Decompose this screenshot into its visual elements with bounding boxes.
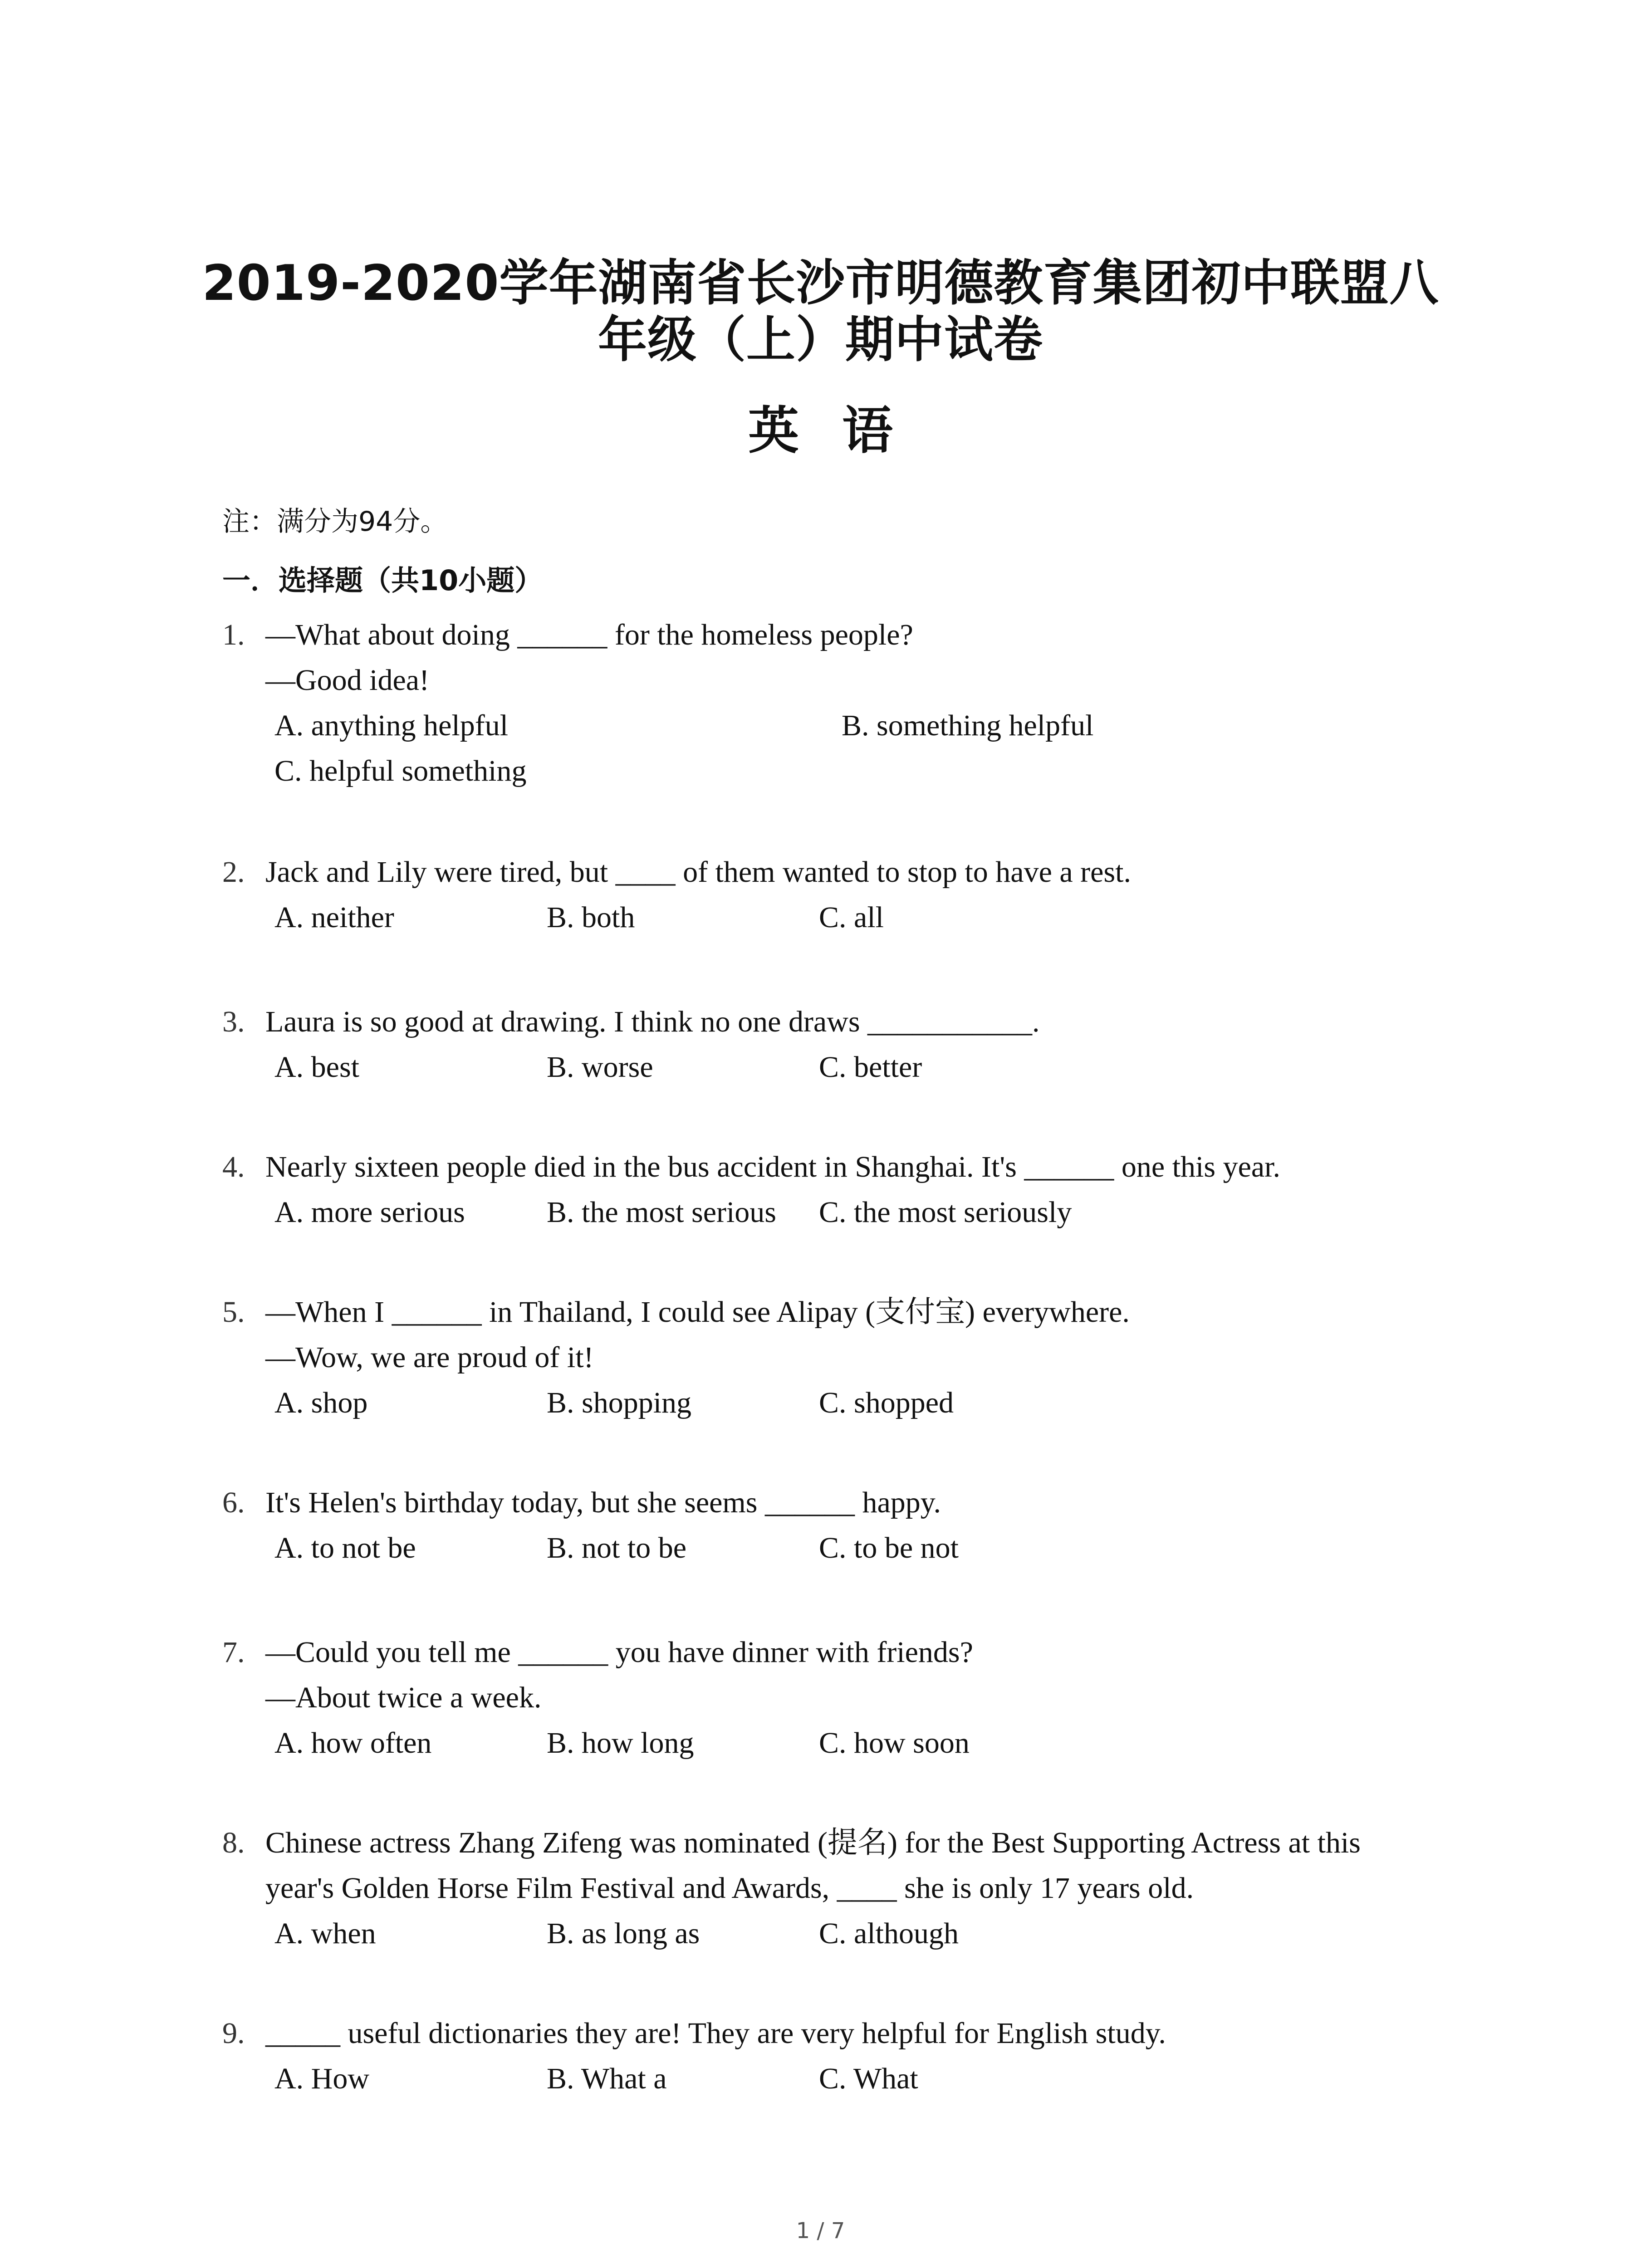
option-a[interactable]: A. more serious [274,1196,465,1229]
question-stem: Jack and Lily were tired, but ____ of them wanted to stop to have a rest. [265,855,1131,889]
question-number: 5. [222,1295,245,1329]
exam-title-line-2: 年级（上）期中试卷 [598,312,1043,368]
option-c[interactable]: C. all [819,901,884,934]
option-b[interactable]: B. as long as [547,1917,700,1950]
question-number: 4. [222,1150,245,1183]
option-a[interactable]: A. neither [274,901,394,934]
page-number: 1 / 7 [796,2218,845,2244]
question-stem: Laura is so good at drawing. I think no one draws ___________. [265,1005,1040,1038]
question-number: 1. [222,618,245,651]
option-c[interactable]: C. helpful something [274,754,527,787]
option-b[interactable]: B. What a [547,2062,667,2095]
question-2 [222,850,1447,940]
option-b[interactable]: B. the most serious [547,1196,776,1229]
question-stem-line-2: —Good idea! [265,664,430,697]
option-b[interactable]: B. shopping [547,1386,692,1419]
question-number: 2. [222,855,245,889]
question-number: 6. [222,1486,245,1519]
question-stem: —When I ______ in Thailand, I could see Alipay (支付宝) everywhere. [265,1295,1130,1329]
option-a[interactable]: A. shop [274,1386,368,1419]
option-a[interactable]: A. How [274,2062,369,2095]
option-c[interactable]: C. What [819,2062,918,2095]
question-stem: Chinese actress Zhang Zifeng was nominated (提名) for the Best Supporting Actress at this [265,1826,1361,1859]
option-a[interactable]: A. how often [274,1726,432,1760]
question-5 [222,1290,1447,1426]
question-9 [222,2011,1447,2102]
question-6 [222,1480,1447,1571]
question-stem: —What about doing ______ for the homeless people? [265,618,913,651]
option-b[interactable]: B. not to be [547,1531,686,1564]
question-stem: Nearly sixteen people died in the bus accident in Shanghai. It's ______ one this year. [265,1150,1281,1183]
question-4 [222,1144,1447,1235]
question-3 [222,999,1447,1090]
option-c[interactable]: C. although [819,1917,959,1950]
question-stem: It's Helen's birthday today, but she seems ______ happy. [265,1486,941,1519]
option-c[interactable]: C. to be not [819,1531,959,1564]
question-stem-line-2: year's Golden Horse Film Festival and Awards, ____ she is only 17 years old. [265,1872,1194,1905]
option-b[interactable]: B. how long [547,1726,694,1760]
option-a[interactable]: A. best [274,1051,359,1084]
option-c[interactable]: C. the most seriously [819,1196,1072,1229]
question-number: 7. [222,1636,245,1669]
option-c[interactable]: C. better [819,1051,922,1084]
question-1 [222,612,1447,794]
question-number: 3. [222,1005,245,1038]
option-a[interactable]: A. to not be [274,1531,416,1564]
option-c[interactable]: C. how soon [819,1726,970,1760]
question-stem: —Could you tell me ______ you have dinner with friends? [265,1636,973,1669]
option-b[interactable]: B. something helpful [842,709,1094,742]
option-a[interactable]: A. when [274,1917,376,1950]
option-b[interactable]: B. both [547,901,635,934]
section-heading: 一．选择题（共10小题） [222,564,543,597]
option-a[interactable]: A. anything helpful [274,709,509,742]
question-number: 8. [222,1826,245,1859]
question-7 [222,1630,1447,1766]
question-stem-line-2: —About twice a week. [265,1681,542,1714]
question-8 [222,1820,1447,1956]
question-number: 9. [222,2017,245,2050]
subject-heading: 英语 [748,401,936,460]
exam-title-line-1: 2019-2020学年湖南省长沙市明德教育集团初中联盟八 [202,255,1439,312]
option-b[interactable]: B. worse [547,1051,653,1084]
question-stem: _____ useful dictionaries they are! They are very helpful for English study. [265,2017,1166,2050]
question-stem-line-2: —Wow, we are proud of it! [265,1341,594,1374]
score-note: 注：满分为94分。 [222,506,448,538]
option-c[interactable]: C. shopped [819,1386,954,1419]
